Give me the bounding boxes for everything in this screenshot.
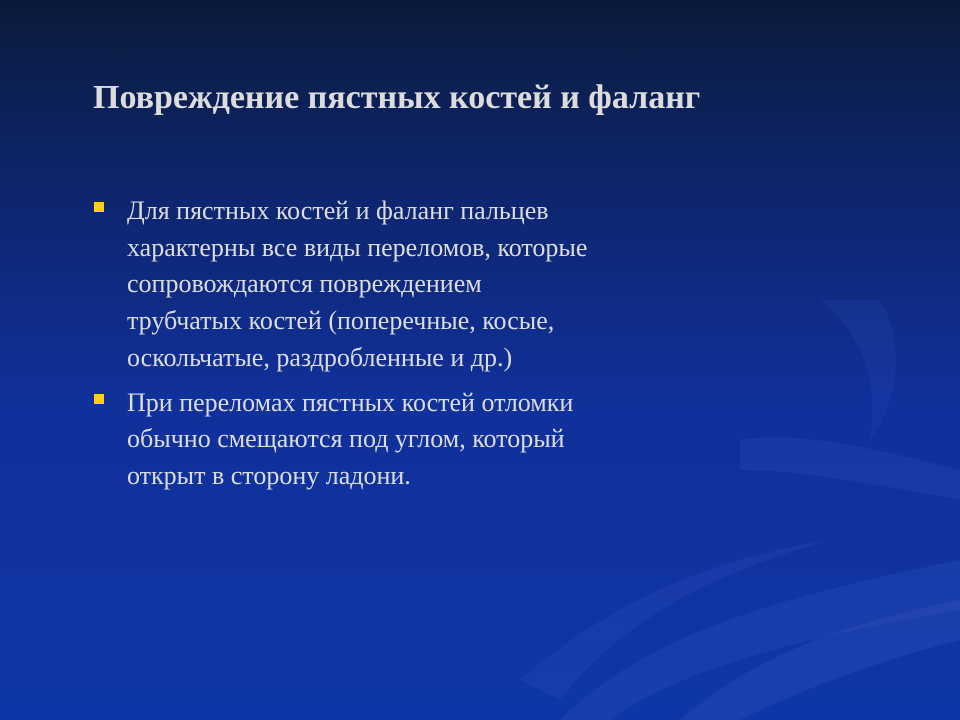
square-bullet-icon [94, 394, 104, 404]
bullet-item [93, 385, 713, 495]
bullet-line: Для пястных костей и фаланг пальцев [127, 196, 549, 225]
square-bullet-icon [94, 202, 104, 212]
bullet-line: При переломах пястных костей отломки [127, 387, 574, 417]
bullet-list [93, 193, 713, 495]
bullet-line: оскольчатые, раздробленные и др.) [127, 342, 513, 372]
bullet-line: трубчатых костей (поперечные, косые, [127, 306, 555, 336]
bullet-item [93, 193, 713, 377]
bullet-line: открыт в сторону ладони. [127, 460, 411, 490]
bullet-line: сопровождаются повреждением [127, 269, 482, 299]
slide-title: Повреждение пястных костей и фаланг [93, 79, 701, 116]
bullet-line: обычно смещаются под углом, который [127, 424, 565, 454]
bullet-line: характерны все виды переломов, которые [127, 232, 588, 262]
